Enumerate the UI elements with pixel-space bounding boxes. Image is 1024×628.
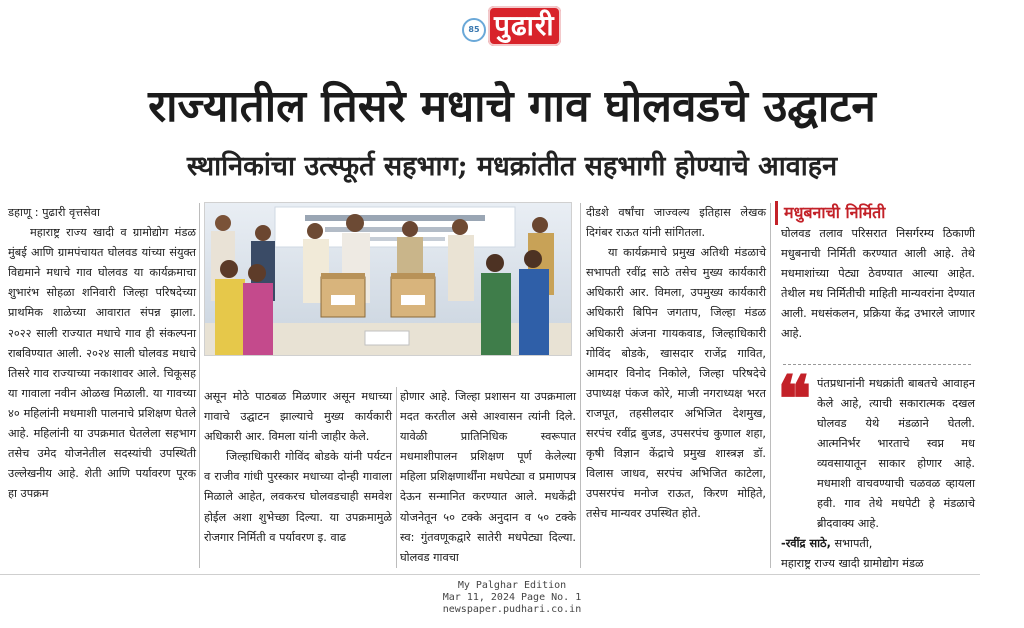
quote-signature: -रवींद्र साठे, xyxy=(781,537,831,550)
masthead xyxy=(462,6,572,48)
sidebar-title: मधुबनाची निर्मिती xyxy=(775,201,885,225)
newspaper-logo[interactable]: पुढारी xyxy=(488,6,561,46)
quote-signature-role: सभापती, xyxy=(830,537,873,550)
event-photo xyxy=(204,202,572,356)
sidebar-quote xyxy=(781,374,975,574)
event-photo-illustration xyxy=(205,203,571,355)
article-paragraph: महाराष्ट्र राज्य खादी व ग्रामोद्योग मंडळ मुंबई आणि ग्रामपंचायत घोलवड यांच्या संयुक्त विद्यमाने मधाचे गाव घोलवड या कार्यक्रमाचा शुभारंभ सोहळा शनिवारी जिल्हा परिषदेच्या प्राथमिक शाळेच्या आवारात संपन्न झाला. २०२२ साली राज्यात मधाचे गाव ही संकल्पना राबविण्यात आली. २०२४ साली घोलवड मधाचे तिसरे गाव राज्याच्या नकाशावर आले. चिकूसह या गावाला नवीन ओळख मिळाली. या गावच्या ४० महिलांनी मधमाशी पालनाचे प्रशिक्षण घेतले आहे. महिलांनी या उपक्रमात घेतलेला सहभाग तसेच उमेद योजनेतील सदस्यांची उपस्थिती उल्लेखनीय आहे. शेती आणि पर्यावरण पूरक हा उपक्रम xyxy=(8,226,196,501)
edition-date-page: Mar 11, 2024 Page No. 1 xyxy=(442,592,582,603)
subheadline: स्थानिकांचा उत्स्फूर्त सहभाग; मधक्रांतीत सहभागी होण्याचे आवाहन xyxy=(186,151,838,182)
article-column-4 xyxy=(586,203,766,525)
article-paragraph: दीडशे वर्षांचा जाज्वल्य इतिहास लेखक दिगंबर राऊत यांनी सांगितला. xyxy=(586,206,766,240)
quote-organization: महाराष्ट्र राज्य खादी ग्रामोद्योग मंडळ xyxy=(781,557,924,570)
sidebar-divider xyxy=(783,364,971,365)
article-paragraph: या कार्यक्रमाचे प्रमुख अतिथी मंडळाचे सभापती रवींद्र साठे तसेच मुख्य कार्यकारी अधिकारी आर. विमला, उपमुख्य कार्यकारी अधिकारी बिपिन जगताप, जिल्हा मंडळ अधिकारी अंजना गायकवाड, जिल्हाधिकारी गोविंद बोडके, खासदार राजेंद्र गावित, आमदार विनोद निकोले, जिल्हा परिषदेचे उपाध्यक्ष पंकज कोरे, माजी नगराध्यक्ष भरत राजपूत, तहसीलदार अभिजित देशमुख, सरपंच रवींद्र बुजड, उपसरपंच कुणाल शहा, कृषी विज्ञान केंद्राचे प्रमुख शास्त्रज्ञ डॉ. विलास जाधव, सरपंच अभिजित काटेला, उपसरपंच मनोज राऊत, किरण मोहिते, तसेच मान्यवर उपस्थित होते. xyxy=(586,246,766,521)
sidebar-box xyxy=(775,198,975,572)
column-divider xyxy=(770,203,771,568)
edition-site-link[interactable]: newspaper.pudhari.co.in xyxy=(442,604,582,615)
article-paragraph: जिल्हाधिकारी गोविंद बोडके यांनी पर्यटन व राजीव गांधी पुरस्कार मधाच्या दोन्ही गावाला मिळाले आहेत, लवकरच घोलवडचाही समवेश होईल अशा शुभेच्छा दिल्या. या उपक्रमामुळे रोजगार निर्मिती व पर्यावरण इ. वाढ xyxy=(204,450,392,544)
column-divider xyxy=(199,203,200,568)
article-paragraph: होणार आहे. जिल्हा प्रशासन या उपक्रमाला मदत करतील असे आश्वासन त्यांनी दिले. यावेळी प्रातिनिधिक स्वरूपात मधमाशीपालन प्रशिक्षण पूर्ण केलेल्या महिला प्रशिक्षणार्थींना मधपेट्या व प्रमाणपत्र देऊन सन्मानित करण्यात आले. मधकेंद्री योजनेतून ५० टक्के अनुदान व ५० टक्के स्व: गुंतवणूकद्वारे सातेरी मधपेट्या दिल्या. घोलवड गावचा xyxy=(400,390,576,564)
quote-attribution xyxy=(781,534,975,554)
sidebar-body: घोलवड तलाव परिसरात निसर्गरम्य ठिकाणी मधुबनाची निर्मिती करण्यात आली आहे. तेथे मधमाशांच्या पेट्या ठेवण्यात आल्या आहेत. तेथील मध निर्मितीची माहिती मान्यवरांना देण्यात आली. मधसंकलन, प्रक्रिया केंद्र उभारले जाणार आहे. xyxy=(781,227,975,340)
headline: राज्यातील तिसरे मधाचे गाव घोलवडचे उद्घाटन xyxy=(148,81,876,132)
quote-icon: ❝ xyxy=(777,362,812,437)
column-divider xyxy=(580,203,581,568)
quote-text: पंतप्रधानांनी मधक्रांती बाबतचे आवाहन केले आहे, त्याची सकारात्मक दखल घोलवड येथे मंडळाने घेतली. आत्मनिर्भर भारताचे स्वप्न मध व्यवसायातून साकार होणार आहे. मधमाशी वाचवण्याची चळवळ व्हायला हवी. गाव तेथे मधपेटी हे मंडळाचे ब्रीदवाक्य आहे. xyxy=(817,377,975,530)
page-divider xyxy=(0,574,980,575)
column-divider xyxy=(396,387,397,568)
article-paragraph: असून मोठे पाठबळ मिळणार असून मधाच्या गावाचे उद्घाटन झाल्याचे मुख्य कार्यकारी अधिकारी आर. विमला यांनी जाहीर केले. xyxy=(204,390,392,444)
edition-footer xyxy=(0,580,1024,616)
dateline: डहाणू : पुढारी वृत्तसेवा xyxy=(8,206,100,219)
article-column-1 xyxy=(8,203,196,504)
article-column-3 xyxy=(400,387,576,568)
anniversary-badge: 85 xyxy=(462,18,486,42)
edition-name: My Palghar Edition xyxy=(457,580,567,591)
article-column-2 xyxy=(204,387,392,548)
